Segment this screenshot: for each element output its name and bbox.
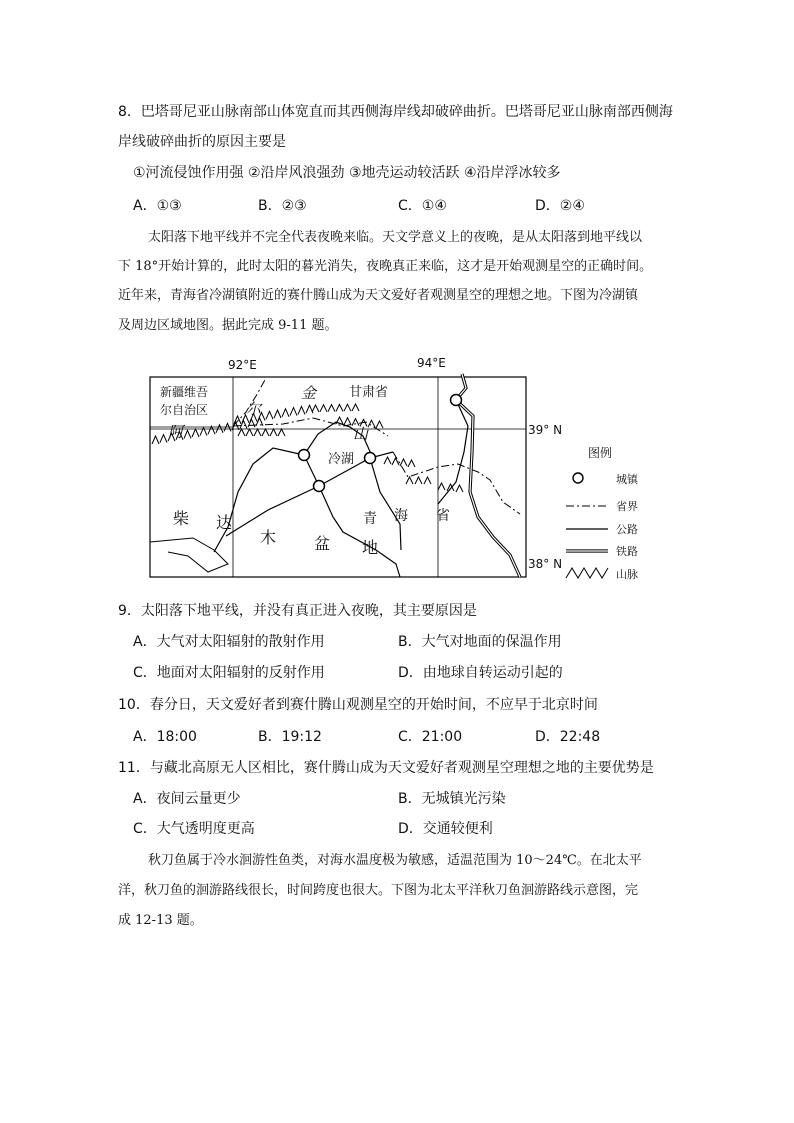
passage1-line4: 及周边区域地图。据此完成 9-11 题。	[118, 318, 338, 333]
mountain-peak	[246, 429, 253, 436]
mountain-peak	[408, 460, 415, 467]
qinghai-char: 青	[363, 511, 377, 527]
q10-option-b: B．19:12	[258, 729, 322, 745]
legend-railway: 铁路	[616, 545, 638, 558]
mountain-peak	[238, 429, 245, 436]
mountain-peak	[400, 459, 407, 466]
range-char: 金	[301, 384, 317, 402]
town-lenghu	[365, 453, 376, 464]
q11-option-a: A．夜间云量更少	[133, 791, 241, 807]
mountain-peak	[160, 435, 167, 443]
mountain-peak	[424, 477, 431, 484]
mountain-peak	[368, 420, 375, 427]
passage1-line2: 下 18°开始计算的，此时太阳的暮光消失，夜晚真正来临，这才是开始观测星空的正确时间。	[118, 259, 653, 274]
mountain-peak	[274, 410, 281, 418]
mountain-peak	[344, 404, 351, 411]
railway-outer	[456, 374, 520, 577]
mountain-peak	[298, 406, 305, 414]
mountain-peak	[352, 404, 359, 411]
label-94e: 94°E	[417, 356, 446, 370]
mountain-peak	[278, 429, 285, 436]
mountain-peak	[282, 409, 289, 417]
q10-option-d: D．22:48	[535, 729, 601, 745]
basin-edge	[150, 538, 228, 572]
legend-boundary: 省界	[616, 500, 638, 513]
lenghu-label: 冷湖	[328, 452, 355, 467]
lenghu-region-map	[138, 352, 658, 587]
town-circle	[314, 481, 325, 492]
mountain-peak	[240, 421, 247, 429]
mountain-peak	[384, 457, 391, 464]
mountain-peak	[208, 426, 215, 434]
passage2-line3: 成 12-13 题。	[118, 913, 203, 928]
mountain-peak	[256, 418, 263, 426]
q8-option-d: D．②④	[535, 198, 585, 214]
map-legend	[566, 445, 639, 581]
mountain-peak	[438, 483, 445, 490]
town-circle	[451, 395, 462, 406]
xinjiang-label-2: 尔自治区	[160, 403, 209, 417]
gansu-label: 甘肃省	[349, 385, 389, 400]
basin-char: 达	[216, 513, 233, 532]
mountain-peak	[320, 405, 327, 412]
mountain-peak	[290, 408, 297, 416]
qinghai-char: 海	[394, 508, 408, 524]
q10-stem: 10．春分日，天文爱好者到赛什腾山观测星空的开始时间，不应早于北京时间	[118, 697, 598, 713]
q8-items: ①河流侵蚀作用强 ②沿岸风浪强劲 ③地壳运动较活跃 ④沿岸浮冰较多	[133, 165, 561, 181]
q8-option-a: A．①③	[133, 198, 182, 214]
basin-char: 木	[260, 528, 277, 547]
label-92e: 92°E	[228, 358, 257, 372]
legend-town: 城镇	[616, 473, 638, 486]
mountain-peak	[328, 405, 335, 412]
altun-mountains	[152, 404, 463, 492]
mountain-peak	[254, 429, 261, 436]
mountain-peak	[306, 405, 313, 413]
basin-char: 地	[362, 538, 379, 557]
passage1-line1: 太阳落下地平线并不完全代表夜晚来临。天文学意义上的夜晚，是从太阳落到地平线以	[148, 230, 643, 245]
q9-option-b: B．大气对地面的保温作用	[398, 634, 562, 650]
q8-stem-line1: 8．巴塔哥尼亚山脉南部山体宽直而其西侧海岸线却破碎曲折。巴塔哥尼亚山脉南部西侧海	[118, 104, 673, 120]
passage1-line3: 近年来，青海省冷湖镇附近的赛什腾山成为天文爱好者观测星空的理想之地。下图为冷湖镇	[118, 288, 639, 303]
mountain-peak	[262, 429, 269, 436]
passage2-line1: 秋刀鱼属于冷水洄游性鱼类，对海水温度极为敏感，适温范围为 10～24℃。在北太平	[148, 853, 642, 868]
legend-road: 公路	[616, 523, 638, 536]
q11-stem: 11．与藏北高原无人区相比，赛什腾山成为天文爱好者观测星空理想之地的主要优势是	[118, 760, 654, 776]
town-circle	[299, 450, 310, 461]
road-south	[319, 486, 400, 577]
q10-option-c: C．21:00	[398, 729, 463, 745]
mountain-peak	[270, 429, 277, 436]
legend-mountain: 山脉	[616, 568, 638, 581]
q11-option-d: D．交通较便利	[398, 821, 493, 837]
mountain-peak	[234, 416, 241, 424]
mountain-peak	[266, 411, 273, 419]
mountain-peak	[392, 458, 399, 465]
q8-option-c: C．①④	[398, 198, 447, 214]
q11-option-c: C．大气透明度更高	[133, 821, 255, 837]
xinjiang-label-1: 新疆维吾	[160, 385, 209, 399]
legend-mountain-symbol	[566, 568, 608, 578]
label-39n: 39° N	[528, 423, 563, 437]
mountain-peak	[184, 430, 191, 438]
qinghai-char: 省	[436, 508, 450, 524]
legend-town-symbol	[573, 473, 583, 483]
mountain-peak	[152, 436, 159, 444]
q9-option-a: A．大气对太阳辐射的散射作用	[133, 634, 325, 650]
legend-title: 图例	[588, 446, 613, 460]
mountain-peak	[192, 429, 199, 437]
q11-option-b: B．无城镇光污染	[398, 791, 506, 807]
range-char: 阿	[168, 423, 184, 441]
q9-option-d: D．由地球自转运动引起的	[398, 665, 563, 681]
range-char: 尔	[246, 400, 262, 418]
q9-option-c: C．地面对太阳辐射的反射作用	[133, 665, 325, 681]
mountain-peak	[406, 477, 413, 484]
mountain-peak	[376, 421, 383, 428]
mountain-peak	[312, 405, 319, 412]
basin-char: 盆	[314, 534, 331, 553]
basin-char: 柴	[173, 509, 190, 528]
mountain-peak	[336, 404, 343, 411]
railway-inner	[456, 374, 520, 577]
mountain-peak	[456, 485, 463, 492]
passage2-line2: 洋，秋刀鱼的洄游路线很长，时间跨度也很大。下图为北太平洋秋刀鱼洄游路线示意图，完	[118, 883, 639, 898]
q8-stem-line2: 岸线破碎曲折的原因主要是	[118, 134, 286, 150]
mountain-peak	[415, 477, 422, 484]
road-east-south	[370, 458, 401, 550]
mountain-peak	[248, 419, 255, 427]
q10-option-a: A．18:00	[133, 729, 197, 745]
mountain-peak	[344, 418, 351, 425]
label-38n: 38° N	[528, 557, 563, 571]
q8-option-b: B．②③	[258, 198, 307, 214]
q9-stem: 9．太阳落下地平线，并没有真正进入夜晚，其主要原因是	[118, 603, 477, 619]
range-char: 山	[353, 425, 369, 443]
